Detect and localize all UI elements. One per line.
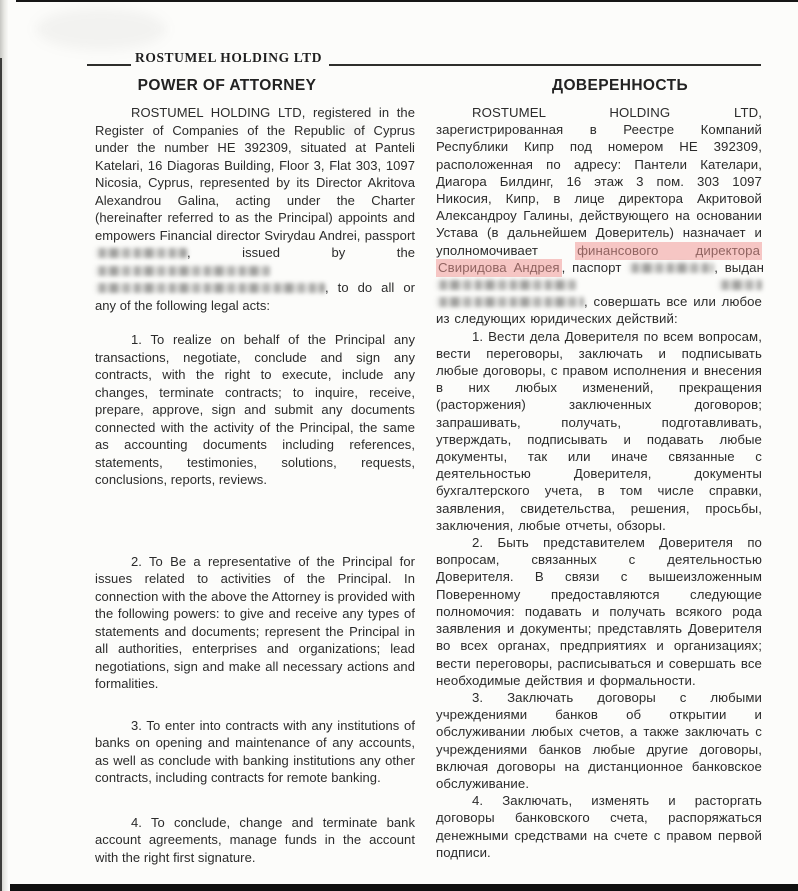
- russian-title: ДОВЕРЕННОСТЬ: [552, 77, 688, 94]
- poa-paragraph-en-5: 4. To conclude, change and terminate bank account agreements, manage funds in the account with the right first signature.: [95, 814, 415, 865]
- scan-edge-left-line: [0, 58, 2, 891]
- poa-paragraph-en-2: 1. To realize on behalf of the Principal any transactions, negotiate, conclude and sign any contracts, with the right to execute, include any changes, terminate contracts; to inquire, receive, prepare, approve, sign and submit any documents connected with the activity of the Principal, the same as accounting documents including references, statements, testimonies, solutions, requests, conclusions, reports, reviews.: [95, 332, 415, 487]
- poa-paragraph-en-3: 2. To Be a representative of the Principal for issues related to activities of the Principal. In connection with the above the Attorney is provided with the following powers: to give and receive any types of statements and documents; represent the Principal in all authorities, enterprises and organizations; lead negotiations, sign and make all necessary actions and formalities.: [95, 553, 415, 691]
- poa-paragraph-ru-3: 2. Быть представителем Доверителя по вопросам, связанных с деятельностью Доверителя. В связи с вышеизложенным Поверенному предоставляются следующие полномочия: подавать и получать всякого рода заявления и документы; представлять Доверителя во всех органах, предприятиях и организациях; вести переговоры, расписываться и совершать все необходимые действия и формальности.: [436, 535, 762, 688]
- poa-paragraph-en-4: 3. To enter into contracts with any institutions of banks on opening and maintenance of any accounts, as well as conclude with banking institutions any other contracts, including contracts for remote banking.: [95, 717, 415, 785]
- highlighted-text: финансового директора Свиридова Андрея: [438, 242, 760, 275]
- letterhead-rule-left: [87, 64, 131, 66]
- russian-column: [436, 77, 762, 866]
- two-column-body: [95, 77, 762, 866]
- scan-smudge: [36, 8, 166, 50]
- redacted-text: [95, 248, 187, 258]
- letterhead: [87, 50, 761, 67]
- english-paragraphs: [95, 104, 415, 866]
- letterhead-rule-right: [329, 64, 761, 66]
- poa-paragraph-ru-4: 3. Заключать договоры с любыми учреждениями банков об открытии и обслуживании любых счетов, а также заключать с учреждениями банков любые другие договоры, включая договоры на дистанционное банковское обслуживание.: [436, 689, 762, 791]
- poa-paragraph-ru-5: 4. Заключать, изменять и расторгать договоры банковского счета, распоряжаться денежными средствами на счете с правом первой подписи.: [436, 793, 762, 860]
- poa-paragraph-ru-1: ROSTUMEL HOLDING LTD, зарегистрированная в Реестре Компаний Республики Кипр под номером HE 392309, расположенная по адресу: Пантели Кателари, Диагора Билдинг, 16 этаж 3 пом. 303 1097 Никосия, Кипр, в лице директора Акритовой Александроу Галины, действующего на основании Устава (в дальнейшем Доверитель) назначает и уполномочивает финансового директора Свиридова Андрея , паспорт , выдан , совершать все или любое из следующих юридических действий:: [436, 105, 764, 327]
- english-title: POWER OF ATTORNEY: [137, 77, 317, 94]
- redacted-text: [436, 280, 576, 290]
- russian-paragraphs: [436, 104, 762, 861]
- redacted-text: [95, 283, 325, 293]
- redacted-text: [95, 266, 270, 276]
- scan-edge-bottom: [10, 884, 798, 891]
- redacted-text: [718, 280, 762, 290]
- redacted-text: [628, 263, 714, 273]
- poa-paragraph-en-1: ROSTUMEL HOLDING LTD, registered in the Register of Companies of the Republic of Cyprus under the number HE 392309, situated at Panteli Katelari, 16 Diagoras Building, Floor 3, Flat 303, 1097 Nicosia, Cyprus, represented by its Director Akritova Alexandrou Galina, acting under the Charter (hereinafter referred to as the Principal) appoints and empowers Financial director Svirydau Andrei, passport , issued by the , to do all or any of the following legal acts:: [95, 105, 415, 313]
- poa-paragraph-ru-2: 1. Вести дела Доверителя по всем вопросам, вести переговоры, заключать и подписывать любые договоры, с правом исполнения и внесения в них любых изменений, прекращения (расторжения) заключенных договоров; запрашивать, получать, подготавливать, утверждать, подписывать и подавать любые документы, так или иначе связанные с деятельностью Доверителя, документы бухгалтерского учета, в том числе справки, заявления, свидетельства, решения, просьбы, заключения, любые отчеты, обзоры.: [436, 328, 762, 533]
- redacted-text: [436, 297, 584, 307]
- scan-edge-top: [16, 0, 798, 2]
- english-column: [95, 77, 415, 866]
- company-name: ROSTUMEL HOLDING LTD: [135, 50, 323, 65]
